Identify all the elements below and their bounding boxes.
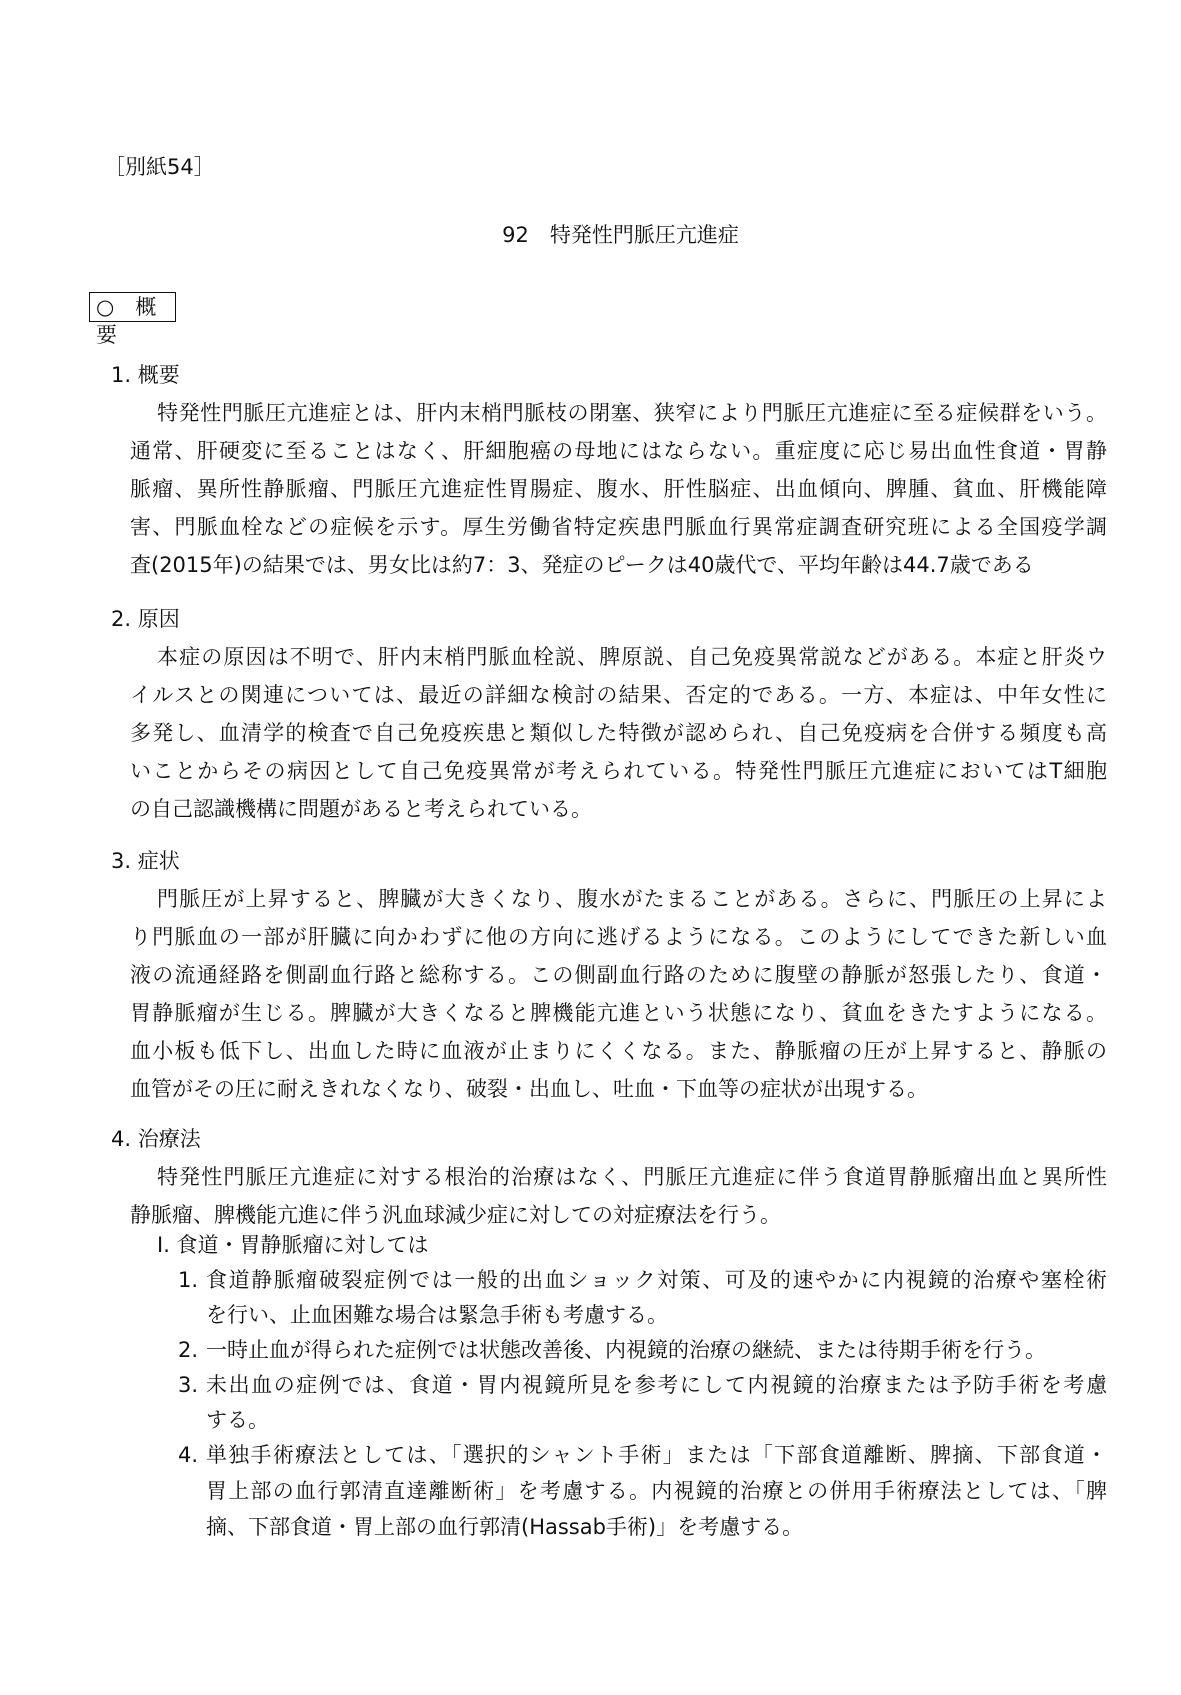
paragraph-line: 通常、肝硬変に至ることはなく、肝細胞癌の母地にはならない。重症度に応じ易出血性食道・胃静: [130, 439, 1107, 463]
paragraph-line: 胃静脈瘤が生じる。脾臓が大きくなると脾機能亢進という状態になり、貧血をきたすようになる。: [130, 1001, 1107, 1025]
paragraph-line: 特発性門脈圧亢進症とは、肝内末梢門脈枝の閉塞、狭窄により門脈圧亢進症に至る症候群をいう。: [157, 401, 1107, 425]
paragraph-line: 多発し、血清学的検査で自己免疫疾患と類似した特徴が認められ、自己免疫病を合併する頻度も高: [130, 721, 1107, 745]
subsection-heading: Ⅰ. 食道・胃静脈瘤に対しては: [157, 1233, 429, 1257]
list-item-line: 胃上部の血行郭清直達離断術」を考慮する。内視鏡的治療との併用手術療法としては、「脾: [206, 1479, 1107, 1503]
paragraph-line: の自己認識機構に問題があると考えられている。: [130, 797, 592, 821]
section-box-label: ○ 概要: [96, 295, 157, 347]
paragraph-line: 特発性門脈圧亢進症に対する根治的治療はなく、門脈圧亢進症に伴う食道胃静脈瘤出血と異所性: [157, 1165, 1107, 1189]
list-item-line: 摘、下部食道・胃上部の血行郭清(Hassab手術)」を考慮する。: [206, 1515, 804, 1539]
paragraph-line: いことからその病因として自己免疫異常が考えられている。特発性門脈圧亢進症においてはT細胞: [130, 759, 1107, 783]
paragraph-line: 本症の原因は不明で、肝内末梢門脈血栓説、脾原説、自己免疫異常説などがある。本症と肝炎ウ: [157, 645, 1107, 669]
paragraph-line: 血小板も低下し、出血した時に血液が止まりにくくなる。また、静脈瘤の圧が上昇すると、静脈の: [130, 1039, 1107, 1063]
paragraph-line: 脈瘤、異所性静脈瘤、門脈圧亢進症性胃腸症、腹水、肝性脳症、出血傾向、脾腫、貧血、肝機能障: [130, 477, 1107, 501]
page-title: 92 特発性門脈圧亢進症: [502, 223, 739, 247]
paragraph-line: 害、門脈血栓などの症候を示す。厚生労働省特定疾患門脈血行異常症調査研究班による全国疫学調: [130, 515, 1107, 539]
paragraph-line: り門脈血の一部が肝臓に向かわずに他の方向に逃げるようになる。このようにしてできた新しい血: [130, 925, 1107, 949]
list-item-line: 食道静脈瘤破裂症例では一般的出血ショック対策、可及的速やかに内視鏡的治療や塞栓術: [206, 1268, 1107, 1292]
list-item-line: を行い、止血困難な場合は緊急手術も考慮する。: [206, 1303, 668, 1327]
paragraph-line: イルスとの関連については、最近の詳細な検討の結果、否定的である。一方、本症は、中年女性に: [130, 683, 1107, 707]
list-item-number: 1.: [178, 1268, 199, 1292]
list-item-number: 2.: [178, 1338, 199, 1362]
paragraph-line: 門脈圧が上昇すると、脾臓が大きくなり、腹水がたまることがある。さらに、門脈圧の上昇によ: [157, 887, 1107, 911]
paragraph-line: 査(2015年)の結果では、男女比は約7：3、発症のピークは40歳代で、平均年齢は44.7歳である: [130, 553, 1034, 577]
paragraph-line: 血管がその圧に耐えきれなくなり、破裂・出血し、吐血・下血等の症状が出現する。: [130, 1077, 928, 1101]
list-item-line: 未出血の症例では、食道・胃内視鏡所見を参考にして内視鏡的治療または予防手術を考慮: [206, 1373, 1107, 1397]
list-item-line: 単独手術療法としては、「選択的シャント手術」または「下部食道離断、脾摘、下部食道・: [206, 1443, 1107, 1467]
section-heading: 2. 原因: [111, 607, 180, 631]
list-item-number: 3.: [178, 1373, 199, 1397]
list-item-line: する。: [206, 1408, 269, 1432]
section-heading: 4. 治療法: [111, 1127, 201, 1151]
list-item-line: 一時止血が得られた症例では状態改善後、内視鏡的治療の継続、または待期手術を行う。: [206, 1338, 1046, 1362]
paragraph-line: 液の流通経路を側副血行路と総称する。この側副血行路のために腹壁の静脈が怒張したり、食道・: [130, 963, 1107, 987]
section-heading: 1. 概要: [111, 363, 180, 387]
section-box: [89, 292, 176, 347]
section-heading: 3. 症状: [111, 849, 180, 873]
attachment-label: ［別紙54］: [104, 155, 215, 179]
list-item-number: 4.: [178, 1443, 199, 1467]
paragraph-line: 静脈瘤、脾機能亢進に伴う汎血球減少症に対しての対症療法を行う。: [130, 1203, 781, 1227]
